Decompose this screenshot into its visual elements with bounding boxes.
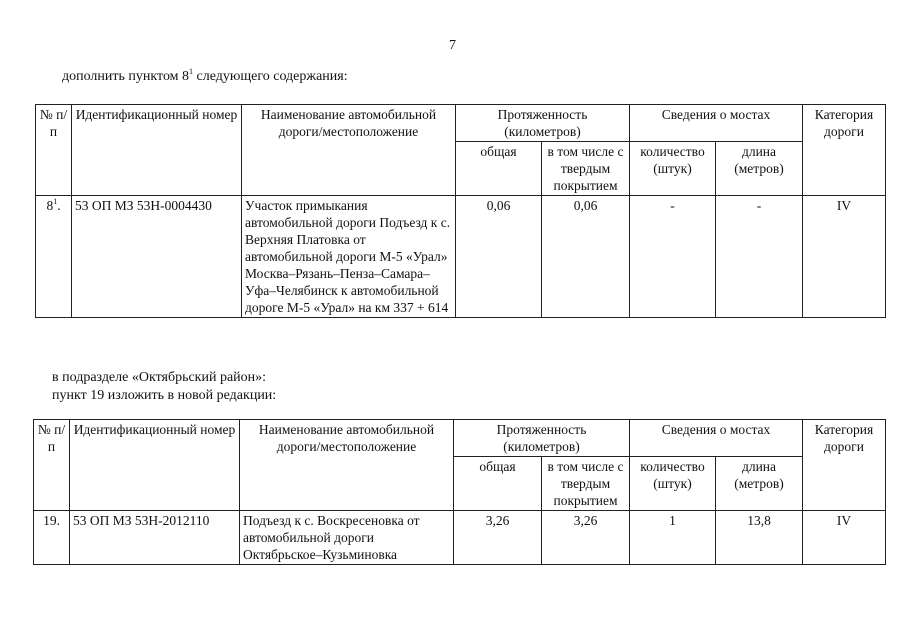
row-bridges-count: -: [630, 196, 716, 318]
row-num: 19.: [34, 511, 70, 565]
header-id: Идентификационный номер: [70, 420, 240, 511]
header-name: Наименование автомобильной дороги/местоположение: [240, 420, 454, 511]
row-name: Подъезд к с. Воскресеновка от автомобильной дороги Октябрьское–Кузьминовка: [240, 511, 454, 565]
header-id: Идентификационный номер: [72, 105, 242, 196]
header-bridges-count: количество (штук): [630, 142, 716, 196]
header-category: Категория дороги: [803, 105, 886, 196]
road-table-2: [33, 419, 886, 565]
intro-sup: 1: [189, 67, 194, 76]
header-length: Протяженность (километров): [456, 105, 630, 142]
header-length-total: общая: [456, 142, 542, 196]
row-bridges-length: 13,8: [716, 511, 803, 565]
intro-paragraph: [62, 68, 348, 86]
row-length-hard: 3,26: [542, 511, 630, 565]
road-table-1: [35, 104, 886, 318]
header-bridges-length: длина (метров): [716, 142, 803, 196]
header-bridges: Сведения о мостах: [630, 420, 803, 457]
header-category: Категория дороги: [803, 420, 886, 511]
section-line-1: в подразделе «Октябрьский район»:: [52, 370, 267, 385]
table-header-row: [36, 105, 886, 142]
header-bridges: Сведения о мостах: [630, 105, 803, 142]
header-length-hard: в том числе с твердым покрытием: [542, 142, 630, 196]
row-num: [36, 196, 72, 318]
row-bridges-length: -: [716, 196, 803, 318]
header-length: Протяженность (километров): [454, 420, 630, 457]
header-bridges-length: длина (метров): [716, 457, 803, 511]
header-length-total: общая: [454, 457, 542, 511]
header-num: № п/п: [34, 420, 70, 511]
row-length-hard: 0,06: [542, 196, 630, 318]
row-id: 53 ОП МЗ 53Н-2012110: [70, 511, 240, 565]
table-row: [34, 511, 886, 565]
row-num-main: 8: [46, 198, 54, 213]
header-length-hard: в том числе с твердым покрытием: [542, 457, 630, 511]
row-length-total: 3,26: [454, 511, 542, 565]
row-category: IV: [803, 196, 886, 318]
intro-text: дополнить пунктом 8: [62, 69, 190, 84]
row-num-suffix: .: [57, 198, 61, 213]
page-number: 7: [449, 38, 456, 53]
row-bridges-count: 1: [630, 511, 716, 565]
table-row: [36, 196, 886, 318]
header-name: Наименование автомобильной дороги/местоположение: [242, 105, 456, 196]
row-name: Участок примыкания автомобильной дороги Подъезд к с. Верхняя Платовка от автомобильной дороги М-5 «Урал» Москва–Рязань–Пенза–Самара–Уфа–Челябинск к автомобильной дороге М-5 «Урал» на км 337 + 614: [242, 196, 456, 318]
row-length-total: 0,06: [456, 196, 542, 318]
table-header-row: [34, 420, 886, 457]
section-line-2: пункт 19 изложить в новой редакции:: [52, 388, 277, 403]
header-bridges-count: количество (штук): [630, 457, 716, 511]
intro-text-end: следующего содержания:: [193, 69, 348, 84]
row-id: 53 ОП МЗ 53Н-0004430: [72, 196, 242, 318]
row-num-sup: 1: [53, 197, 58, 206]
header-num: № п/п: [36, 105, 72, 196]
row-category: IV: [803, 511, 886, 565]
